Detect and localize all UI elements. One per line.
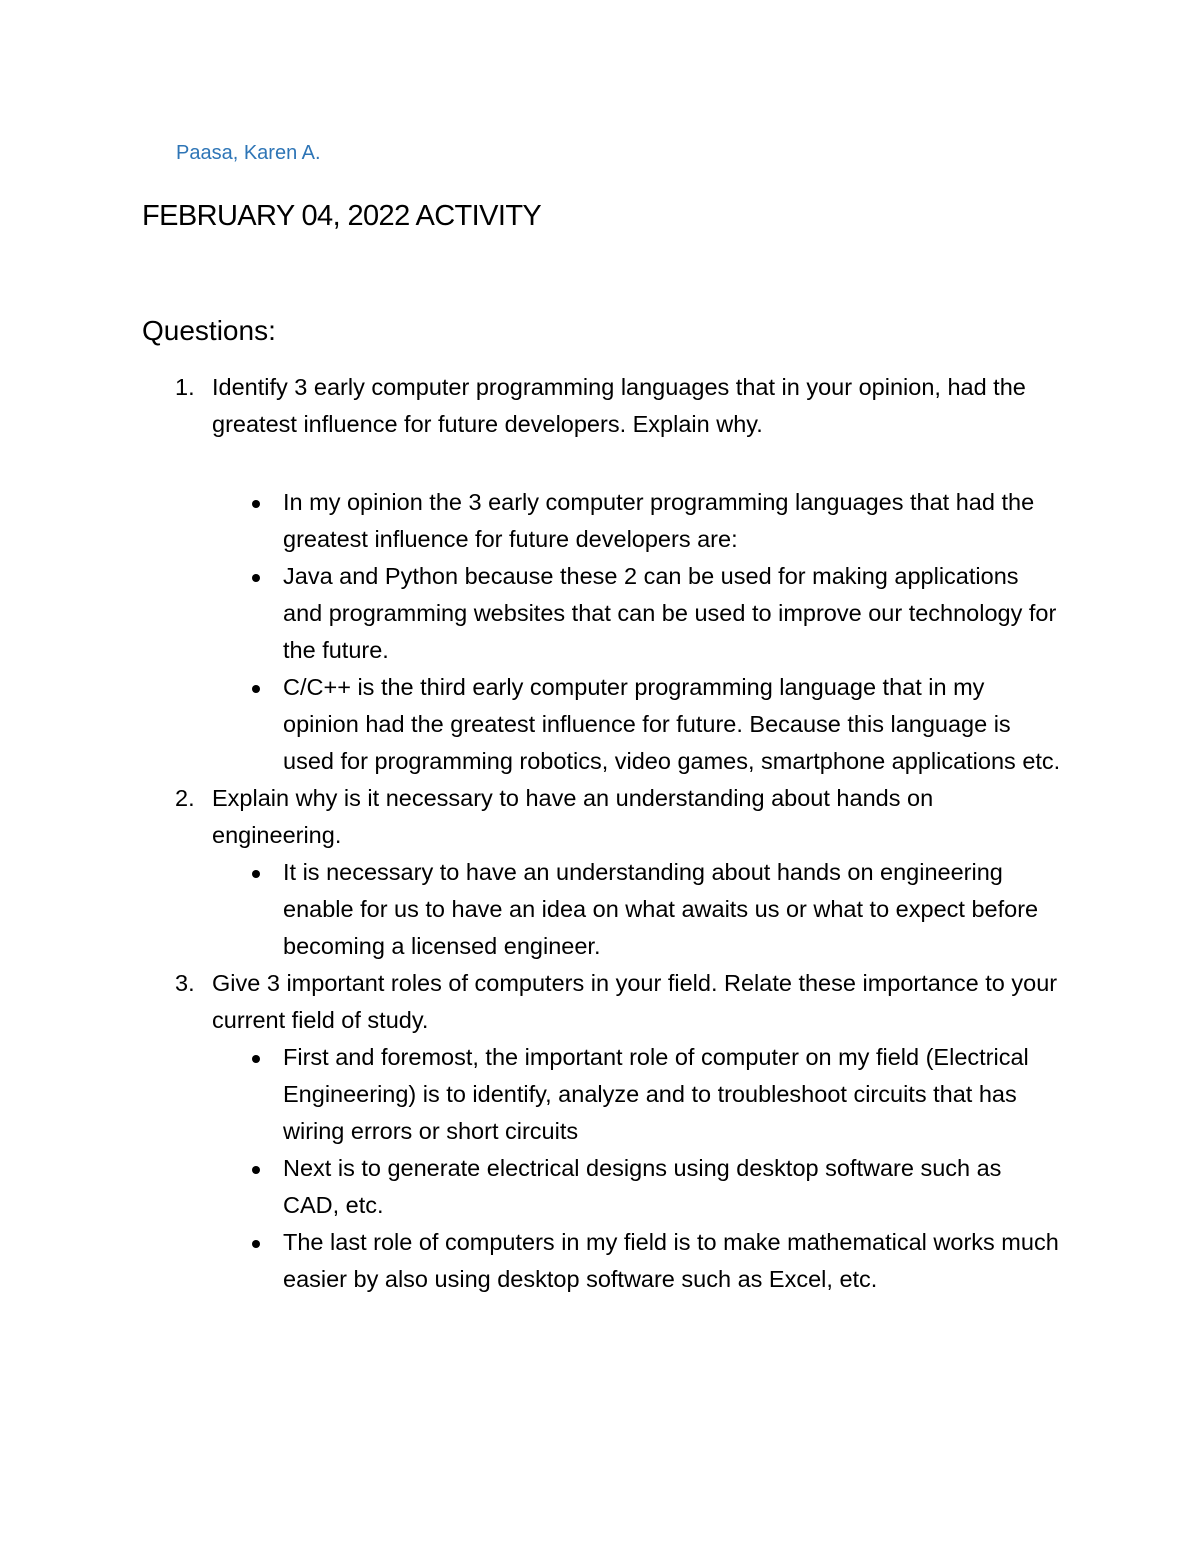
question-number: 1. (175, 374, 195, 400)
question-number: 2. (175, 785, 195, 811)
questions-list (142, 369, 1062, 1298)
bullet-icon (252, 870, 260, 878)
bullet-icon (252, 1166, 260, 1174)
answer-item (212, 1150, 1062, 1224)
question-text: Explain why is it necessary to have an understanding about hands on engineering. (212, 785, 934, 848)
answer-text: Next is to generate electrical designs using desktop software such as CAD, etc. (283, 1155, 1002, 1218)
answer-text: It is necessary to have an understanding about hands on engineering enable for us to have an idea on what awaits us or what to expect before becoming a licensed engineer. (283, 859, 1039, 959)
bullet-icon (252, 574, 260, 582)
author-name: Paasa, Karen A. (176, 142, 321, 164)
answer-item (212, 854, 1062, 965)
bullet-icon (252, 1240, 260, 1248)
bullet-icon (252, 500, 260, 508)
answer-list (212, 854, 1062, 965)
document-title: FEBRUARY 04, 2022 ACTIVITY (142, 200, 542, 232)
answer-text: C/C++ is the third early computer programming language that in my opinion had the greatest influence for future. Because this language is used for programming robotics, video games, smartphone applications etc. (283, 674, 1061, 774)
answer-list (212, 484, 1062, 780)
question-item (142, 369, 1062, 780)
answer-text: The last role of computers in my field is to make mathematical works much easier by also using desktop software such as Excel, etc. (283, 1229, 1059, 1292)
bullet-icon (252, 1055, 260, 1063)
answer-item (212, 558, 1062, 669)
answer-item (212, 669, 1062, 780)
answer-text: In my opinion the 3 early computer programming languages that had the greatest influence for future developers are: (283, 489, 1035, 552)
questions-heading: Questions: (142, 315, 276, 346)
question-text: Identify 3 early computer programming languages that in your opinion, had the greatest influence for future developers. Explain why. (212, 374, 1026, 437)
question-item (142, 780, 1062, 965)
question-item (142, 965, 1062, 1298)
answer-item (212, 1039, 1062, 1150)
question-number: 3. (175, 970, 195, 996)
bullet-icon (252, 685, 260, 693)
question-text: Give 3 important roles of computers in your field. Relate these importance to your current field of study. (212, 970, 1058, 1033)
answer-text: Java and Python because these 2 can be used for making applications and programming websites that can be used to improve our technology for the future. (283, 563, 1057, 663)
answer-text: First and foremost, the important role of computer on my field (Electrical Engineering) is to identify, analyze and to troubleshoot circuits that has wiring errors or short circuits (283, 1044, 1029, 1144)
answer-list (212, 1039, 1062, 1298)
answer-item (212, 484, 1062, 558)
answer-item (212, 1224, 1062, 1298)
